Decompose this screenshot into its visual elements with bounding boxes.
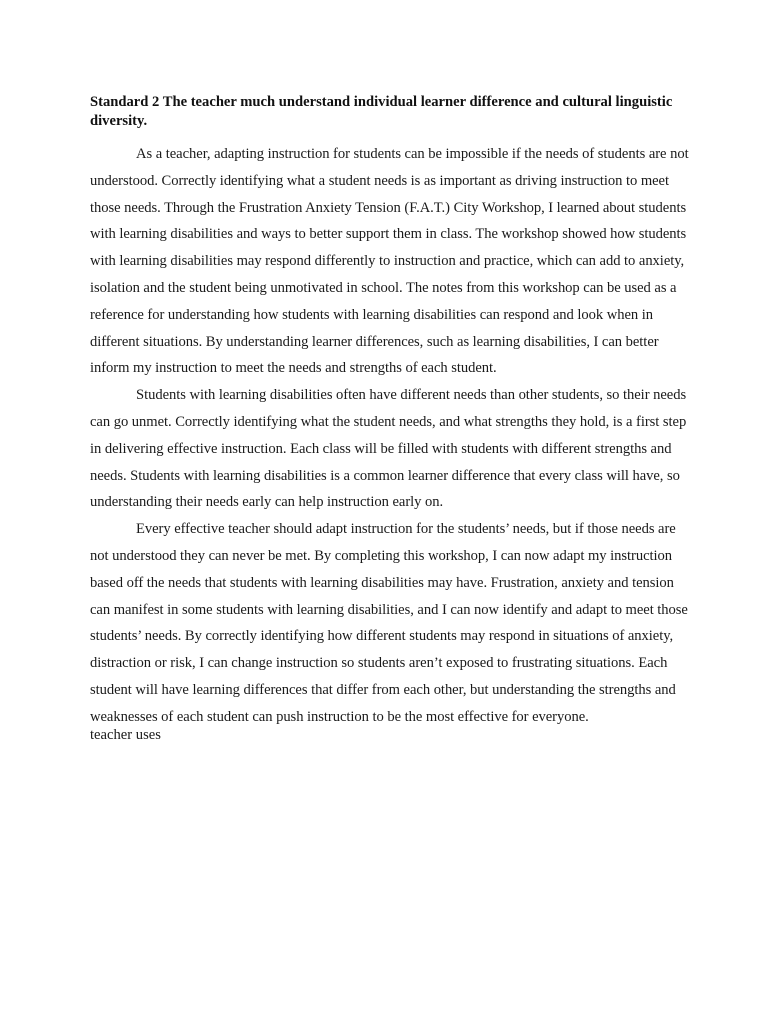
document-heading: Standard 2 The teacher much understand individual learner difference and cultural linguistic diversity. — [90, 94, 673, 129]
paragraph-3: Every effective teacher should adapt instruction for the students’ needs, but if those needs are not understood they can never be met. By completing this workshop, I can now adapt my instruction based off the needs that students with learning disabilities may have. Frustration, anxiety and tension can manifest in some students with learning disabilities, and I can now identify and adapt to meet those students’ needs. By correctly identifying how different students may respond in situations of anxiety, distraction or risk, I can change instruction so students aren’t exposed to frustrating situations. Each student will have learning differences that differ from each other, but understanding the strengths and weaknesses of each student can push instruction to be the most effective for everyone. — [90, 521, 688, 725]
document-body — [90, 93, 690, 745]
trailing-text: teacher uses — [90, 726, 161, 743]
paragraph-1: As a teacher, adapting instruction for students can be impossible if the needs of students are not understood. Correctly identifying what a student needs is as important as driving instruction to meet those needs. Through the Frustration Anxiety Tension (F.A.T.) City Workshop, I learned about students with learning disabilities and ways to better support them in class. The workshop showed how students with learning disabilities may respond differently to instruction and practice, which can add to anxiety, isolation and the student being unmotivated in school. The notes from this workshop can be used as a reference for understanding how students with learning disabilities can respond and look when in different situations. By understanding learner differences, such as learning disabilities, I can better inform my instruction to meet the needs and strengths of each student. — [90, 146, 689, 377]
paragraph-2: Students with learning disabilities often have different needs than other students, so their needs can go unmet. Correctly identifying what the student needs, and what strengths they hold, is a first step in delivering effective instruction. Each class will be filled with students with different strengths and needs. Students with learning disabilities is a common learner difference that every class will have, so understanding their needs early can help instruction early on. — [90, 387, 687, 511]
